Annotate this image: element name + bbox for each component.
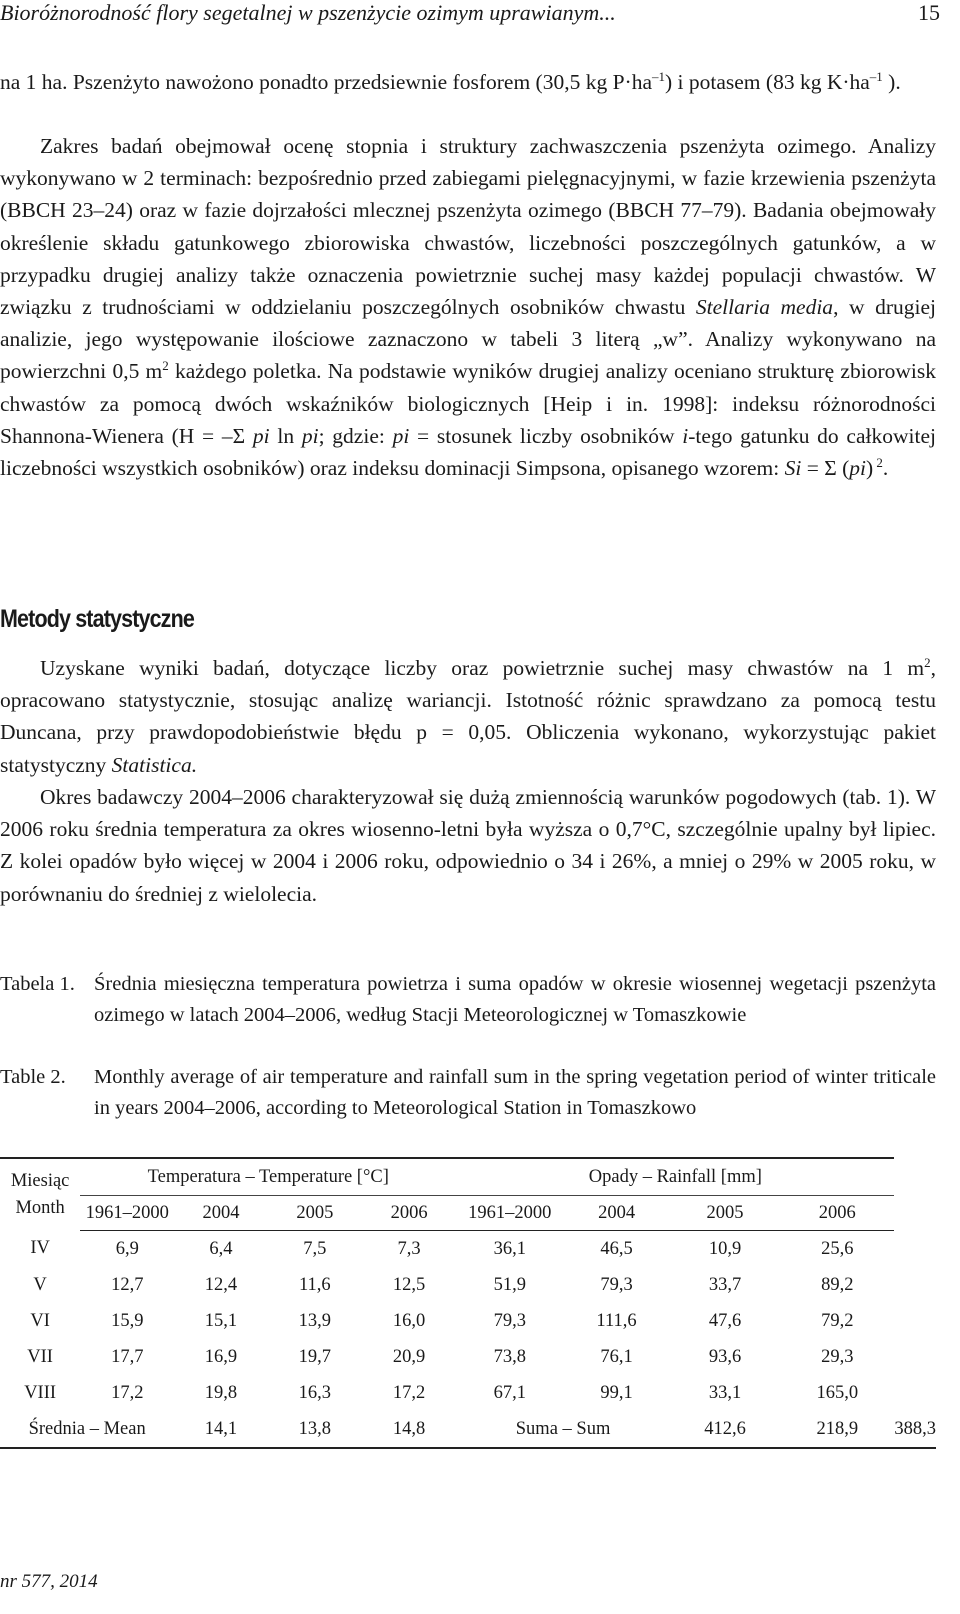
value-cell: 12,4 xyxy=(204,1274,238,1295)
value-cell: 19,7 xyxy=(298,1346,331,1367)
value-cell: 15,1 xyxy=(204,1310,238,1331)
table-row xyxy=(0,1375,936,1411)
mean-value: 13,8 xyxy=(268,1411,362,1448)
period-header: 2006 xyxy=(362,1196,456,1231)
italic-text: Si xyxy=(784,456,802,481)
rainfall-group-header: Opady – Rainfall [mm] xyxy=(456,1158,894,1196)
italic-text: pi xyxy=(849,456,866,481)
italic-text: pi xyxy=(392,423,410,448)
text-run: Okres badawczy 2004–2006 charakteryzował się dużą zmiennością warunków pogodowych (tab. 1). W 2006 roku średnia temperatura za okres wiosenno-letni była wyższa o 0,7°C, szczególnie upalny był lipiec. Z kolei opadów było więcej w 2004 i 2006 roku, odpowiednio o 34 i 26%, a mniej o 29% w 2005 roku, w porównaniu do średniej z wielolecia. xyxy=(0,785,936,906)
table-caption-en xyxy=(0,1062,936,1124)
value-cell: 76,1 xyxy=(600,1346,633,1367)
paragraph-statistics xyxy=(0,652,936,781)
value-cell: 17,2 xyxy=(111,1382,144,1403)
table-row xyxy=(0,1339,936,1375)
value-cell: 46,5 xyxy=(600,1238,633,1259)
value-cell: 67,1 xyxy=(493,1382,526,1403)
period-header: 2005 xyxy=(670,1196,780,1231)
text-run: ; gdzie: xyxy=(318,423,393,448)
period-header: 1961–2000 xyxy=(456,1196,563,1231)
page-header xyxy=(0,0,946,34)
text-run: Zakres badań obejmował ocenę stopnia i struktury zachwaszczenia pszenżyta ozimego. Analizy wykonywano w 2 terminach: bezpośrednio przed zabiegami pielęgnacyjnymi, w fazie krzewienia pszenżyta (BBCH 23–24) oraz w fazie dojrzałości mlecznej pszenżyta ozimego (BBCH 77–79). Badania obejmowały określenie składu gatunkowego zbiorowiska chwastów, liczebności poszczególnych gatunków, a w przypadku drugiej analizy także oznaczenia powietrznie suchej masy każdej populacji chwastów. W związku z trudnościami w oddzielaniu poszczególnych osobników chwastu xyxy=(0,134,936,320)
italic-text: pi xyxy=(252,423,270,448)
sum-value: 218,9 xyxy=(780,1411,894,1448)
value-cell: 79,3 xyxy=(600,1274,633,1295)
value-cell: 36,1 xyxy=(493,1238,526,1259)
table-row xyxy=(0,1303,936,1339)
period-header-row xyxy=(0,1196,936,1231)
text-run: Uzyskane wyniki badań, dotyczące liczby oraz powietrznie suchej masy chwastów na 1 m xyxy=(40,656,925,680)
value-cell: 33,1 xyxy=(708,1382,742,1403)
period-header: 2005 xyxy=(268,1196,362,1231)
month-cell: VII xyxy=(27,1346,53,1367)
superscript-text: 2 xyxy=(162,358,169,374)
caption-label-en: Table 2. xyxy=(0,1066,66,1088)
sum-label: Suma – Sum xyxy=(456,1411,670,1448)
value-cell: 73,8 xyxy=(493,1346,526,1367)
value-cell: 16,0 xyxy=(392,1310,426,1331)
superscript-text: –1 xyxy=(869,68,883,84)
table-row xyxy=(0,1231,936,1268)
value-cell: 12,5 xyxy=(392,1274,426,1295)
italic-text: Stellaria media xyxy=(695,295,834,320)
text-run: , opracowano statystycznie, stosując analizę wariancji. Istotność różnic sprawdzano za pomocą testu Duncana, przy prawdopodobieństwie błędu p = 0,05. Obliczenia wykonano, wykorzystując pakiet statystyczny xyxy=(0,656,936,777)
value-cell: 111,6 xyxy=(596,1310,637,1331)
value-cell: 16,3 xyxy=(298,1382,331,1403)
value-cell: 11,6 xyxy=(298,1274,331,1295)
value-cell: 79,3 xyxy=(493,1310,526,1331)
period-header: 2004 xyxy=(174,1196,267,1231)
text-run: , w drugiej analizie, jego występowanie ilościowe zaznaczono w tabeli 3 literą „w”. Analizy wykonywano na powierzchni 0,5 m xyxy=(0,295,936,384)
value-cell: 29,3 xyxy=(821,1346,854,1367)
issue-footer: nr 577, 2014 xyxy=(0,1571,98,1592)
value-cell: 165,0 xyxy=(816,1382,859,1403)
month-cell: V xyxy=(33,1274,47,1295)
text-run: . xyxy=(882,456,889,481)
month-header-en: Month xyxy=(15,1197,65,1218)
month-column-header xyxy=(0,1158,80,1231)
caption-text-pl: Średnia miesięczna temperatura powietrza i suma opadów w okresie wiosennej wegetacji pszenżyta ozimego w latach 2004–2006, według Stacji Meteorologicznej w Tomaszkowie xyxy=(94,973,936,1026)
value-cell: 25,6 xyxy=(821,1238,854,1259)
text-run: -tego gatunku do całkowitej liczebności wszystkich osobników) oraz indeksu dominacji Simpsona, opisanego wzorem: xyxy=(0,423,936,481)
sum-value: 412,6 xyxy=(670,1411,780,1448)
weather-table xyxy=(0,1157,936,1449)
italic-text: pi xyxy=(301,423,319,448)
text-run: ) xyxy=(866,456,874,481)
paragraph-methods xyxy=(0,130,936,484)
month-cell: VI xyxy=(30,1310,50,1331)
month-cell: VIII xyxy=(24,1382,57,1403)
superscript-text: 2 xyxy=(873,454,883,470)
text-run: na 1 ha. Pszenżyto nawożono ponadto przedsiewnie fosforem (30,5 kg P·ha xyxy=(0,70,652,94)
text-run: ). xyxy=(882,70,901,94)
text-run: każdego poletka. Na podstawie wyników drugiej analizy oceniano strukturę zbiorowisk chwastów za pomocą dwóch wskaźników biologicznych [Heip i in. 1998]: indeksu różnorodności Shannona-Wienera (H = –Σ xyxy=(0,359,936,448)
value-cell: 17,2 xyxy=(392,1382,426,1403)
value-cell: 79,2 xyxy=(821,1310,854,1331)
value-cell: 7,3 xyxy=(397,1238,421,1259)
value-cell: 17,7 xyxy=(111,1346,144,1367)
value-cell: 89,2 xyxy=(821,1274,854,1295)
value-cell: 15,9 xyxy=(111,1310,144,1331)
value-cell: 51,9 xyxy=(493,1274,526,1295)
superscript-text: 2 xyxy=(924,654,931,670)
period-header: 2006 xyxy=(780,1196,894,1231)
value-cell: 10,9 xyxy=(708,1238,742,1259)
value-cell: 12,7 xyxy=(111,1274,144,1295)
value-cell: 33,7 xyxy=(708,1274,742,1295)
month-cell: IV xyxy=(30,1238,50,1259)
value-cell: 99,1 xyxy=(600,1382,633,1403)
mean-value: 14,1 xyxy=(174,1411,267,1448)
text-run: ln xyxy=(269,423,302,448)
mean-label: Średnia – Mean xyxy=(0,1411,174,1448)
value-cell: 7,5 xyxy=(303,1238,327,1259)
paragraph-fertilization xyxy=(0,66,936,98)
value-cell: 20,9 xyxy=(392,1346,426,1367)
summary-row xyxy=(0,1411,936,1448)
paragraph-weather xyxy=(0,781,936,910)
period-header: 1961–2000 xyxy=(80,1196,174,1231)
text-run: ) i potasem (83 kg K·ha xyxy=(665,70,870,94)
mean-value: 14,8 xyxy=(362,1411,456,1448)
section-title: Metody statystyczne xyxy=(0,605,194,633)
value-cell: 93,6 xyxy=(708,1346,742,1367)
sum-value: 388,3 xyxy=(894,1411,936,1448)
period-header: 2004 xyxy=(563,1196,670,1231)
caption-text-en: Monthly average of air temperature and rainfall sum in the spring vegetation period of winter triticale in years 2004–2006, according to Meteorological Station in Tomaszkowo xyxy=(94,1066,936,1119)
italic-text: Statistica. xyxy=(111,752,198,777)
value-cell: 47,6 xyxy=(708,1310,742,1331)
page-number: 15 xyxy=(918,0,940,25)
italic-text: i xyxy=(682,423,689,448)
value-cell: 6,9 xyxy=(115,1238,139,1259)
table-caption-pl xyxy=(0,969,936,1031)
text-run: = Σ ( xyxy=(801,456,850,481)
text-run: = stosunek liczby osobników xyxy=(409,423,683,448)
value-cell: 16,9 xyxy=(204,1346,238,1367)
superscript-text: –1 xyxy=(652,68,665,84)
caption-label-pl: Tabela 1. xyxy=(0,973,75,995)
value-cell: 6,4 xyxy=(209,1238,233,1259)
month-header-pl: Miesiąc xyxy=(10,1170,70,1191)
value-cell: 13,9 xyxy=(298,1310,331,1331)
running-title: Bioróżnorodność flory segetalnej w pszenżycie ozimym uprawianym... xyxy=(0,0,616,25)
value-cell: 19,8 xyxy=(204,1382,238,1403)
table-row xyxy=(0,1267,936,1303)
temperature-group-header: Temperatura – Temperature [°C] xyxy=(80,1158,456,1196)
